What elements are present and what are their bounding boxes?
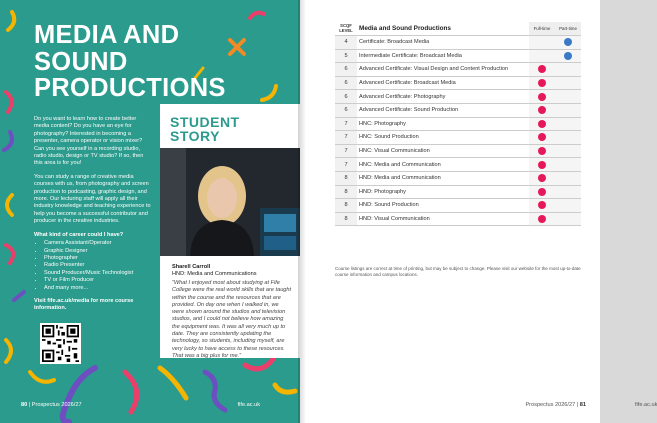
cell-course: Certificate: Broadcast Media: [357, 36, 529, 50]
career-item: • Camera Assistant/Operator: [44, 240, 152, 247]
column-header-title: Media and Sound Productions: [357, 22, 529, 36]
right-page-number: 81: [579, 402, 586, 408]
cell-course: Advanced Certificate: Photography: [357, 90, 529, 104]
page-title: [34, 22, 226, 102]
cell-course: HND: Visual Communication: [357, 212, 529, 226]
table-row: [335, 199, 581, 213]
cell-level: 8: [335, 185, 357, 199]
cell-level: 6: [335, 90, 357, 104]
table-row: [335, 158, 581, 172]
full-time-dot-icon: [538, 188, 546, 196]
cell-full-time: [529, 199, 555, 213]
cell-full-time: [529, 103, 555, 117]
cell-part-time: [555, 76, 581, 90]
body-paragraph: You can study a range of creative media courses with us, from photography and screen production to podcasting, graphic design, and more. Our lecturing staff will apply all their industry knowledge and teaching experience to help you become a successful contributor and producer in the creative industries.: [34, 173, 151, 225]
full-time-dot-icon: [538, 106, 546, 114]
student-quote: “What I enjoyed most about studying at Fife College were the real world skills that are taught within the course and the resources that are provided. On day one when I walked in, we were shown around the studios and television studios, and I could not believe how amazing the equipment was. It was all very much up to date. They are consistently updating the technology, so students, including myself, are very lucky to have access to these resources. That was a big plus for me.”: [172, 280, 292, 359]
full-time-dot-icon: [538, 120, 546, 128]
table-row: [335, 117, 581, 131]
page-gutter: [298, 0, 306, 423]
career-item: • Photographer: [44, 255, 152, 262]
full-time-dot-icon: [538, 79, 546, 87]
cell-full-time: [529, 131, 555, 145]
cell-course: Advanced Certificate: Visual Design and Content Production: [357, 63, 529, 77]
student-photo: [160, 148, 300, 256]
cell-level: 7: [335, 158, 357, 172]
table-row: [335, 63, 581, 77]
table-row: [335, 131, 581, 145]
table-row: [335, 90, 581, 104]
left-page-number: 80: [21, 402, 28, 408]
cell-level: 5: [335, 49, 357, 63]
cell-course: Advanced Certificate: Sound Production: [357, 103, 529, 117]
full-time-dot-icon: [538, 65, 546, 73]
part-time-dot-icon: [564, 38, 572, 46]
qr-code-icon: [42, 325, 79, 362]
cell-course: HNC: Photography: [357, 117, 529, 131]
cell-part-time: [555, 49, 581, 63]
cell-level: 8: [335, 171, 357, 185]
cell-part-time: [555, 171, 581, 185]
footer-separator: |: [27, 402, 32, 408]
table-disclaimer: Course listings are correct at time of printing, but may be subject to change. Please visit our website for the most up-to-date course information and campus locations.: [335, 266, 581, 277]
full-time-dot-icon: [538, 161, 546, 169]
left-footer: [21, 402, 82, 408]
cell-level: 4: [335, 36, 357, 50]
intro-column: [34, 116, 152, 319]
full-time-dot-icon: [538, 133, 546, 141]
cell-course: Advanced Certificate: Broadcast Media: [357, 76, 529, 90]
course-table: [335, 22, 581, 226]
part-time-dot-icon: [564, 52, 572, 60]
career-item: • And many more...: [44, 285, 152, 292]
table-row: [335, 185, 581, 199]
story-title-line-1: STUDENT: [170, 114, 240, 130]
table-row: [335, 76, 581, 90]
cell-full-time: [529, 36, 555, 50]
left-footer-url[interactable]: fife.ac.uk: [237, 402, 260, 408]
cell-full-time: [529, 171, 555, 185]
cell-full-time: [529, 90, 555, 104]
cell-part-time: [555, 36, 581, 50]
cell-level: 6: [335, 76, 357, 90]
cell-part-time: [555, 117, 581, 131]
career-item: • Graphic Designer: [44, 248, 152, 255]
cell-level: 6: [335, 103, 357, 117]
cell-full-time: [529, 158, 555, 172]
cell-course: Intermediate Certificate: Broadcast Media: [357, 49, 529, 63]
cell-full-time: [529, 49, 555, 63]
cell-level: 7: [335, 131, 357, 145]
full-time-dot-icon: [538, 201, 546, 209]
footer-separator: |: [575, 402, 580, 408]
career-item: • Sound Producer/Music Technologist: [44, 270, 152, 277]
right-footer: [525, 402, 586, 408]
table-header-row: [335, 22, 581, 36]
table-row: [335, 49, 581, 63]
table-row: [335, 144, 581, 158]
intro-paragraph: Do you want to learn how to create better media content? Do you have an eye for photography? Interested in becoming a presenter, camera operator or vision mixer? Can you see yourself in a recording studio, radio studio, design or TV studio? If so, then this area is for you!: [34, 116, 144, 167]
cell-level: 6: [335, 63, 357, 77]
cell-part-time: [555, 63, 581, 77]
table-row: [335, 212, 581, 226]
cell-full-time: [529, 63, 555, 77]
table-row: [335, 36, 581, 50]
cell-part-time: [555, 90, 581, 104]
careers-heading: What kind of career could I have?: [34, 231, 124, 238]
full-time-dot-icon: [538, 147, 546, 155]
cell-level: 8: [335, 212, 357, 226]
cell-part-time: [555, 212, 581, 226]
cell-part-time: [555, 103, 581, 117]
column-header-part-time: Part-time: [555, 22, 581, 36]
student-photo-image: [160, 148, 300, 256]
left-footer-publication: Prospectus 2026/27: [31, 402, 82, 408]
title-line-2: SOUND: [34, 47, 128, 76]
cell-course: HND: Media and Communication: [357, 171, 529, 185]
student-story-title: [170, 115, 240, 143]
full-time-dot-icon: [538, 93, 546, 101]
visit-link-text[interactable]: Visit fife.ac.uk/media for more course information.: [34, 297, 134, 312]
cell-part-time: [555, 185, 581, 199]
career-item: • TV or Film Producer: [44, 277, 152, 284]
cell-full-time: [529, 117, 555, 131]
title-line-3: PRODUCTIONS: [34, 74, 226, 102]
cell-course: HNC: Media and Communication: [357, 158, 529, 172]
cell-level: 7: [335, 117, 357, 131]
qr-code: [40, 323, 81, 364]
student-course: HND: Media and Communications: [172, 271, 257, 277]
cell-level: 8: [335, 199, 357, 213]
cell-full-time: [529, 76, 555, 90]
full-time-dot-icon: [538, 174, 546, 182]
cell-full-time: [529, 185, 555, 199]
right-footer-publication: Prospectus 2026/27: [525, 402, 576, 408]
cell-part-time: [555, 144, 581, 158]
cell-part-time: [555, 199, 581, 213]
cell-course: HNC: Visual Communication: [357, 144, 529, 158]
table-row: [335, 103, 581, 117]
title-line-1: MEDIA AND: [34, 21, 180, 49]
cell-level: 7: [335, 144, 357, 158]
full-time-dot-icon: [538, 215, 546, 223]
right-footer-url[interactable]: fife.ac.uk: [635, 402, 657, 408]
cell-part-time: [555, 158, 581, 172]
cell-course: HND: Sound Production: [357, 199, 529, 213]
column-header-full-time: Full-time: [529, 22, 555, 36]
career-item: • Radio Presenter: [44, 262, 152, 269]
cell-part-time: [555, 131, 581, 145]
student-name: Sharell Carroll: [172, 264, 211, 270]
story-title-line-2: STORY: [170, 128, 220, 144]
careers-list: [34, 240, 152, 292]
cell-course: HNC: Sound Production: [357, 131, 529, 145]
cell-course: HND: Photography: [357, 185, 529, 199]
table-row: [335, 171, 581, 185]
column-header-level: SCQF LEVEL: [335, 22, 357, 36]
cell-full-time: [529, 212, 555, 226]
cell-full-time: [529, 144, 555, 158]
